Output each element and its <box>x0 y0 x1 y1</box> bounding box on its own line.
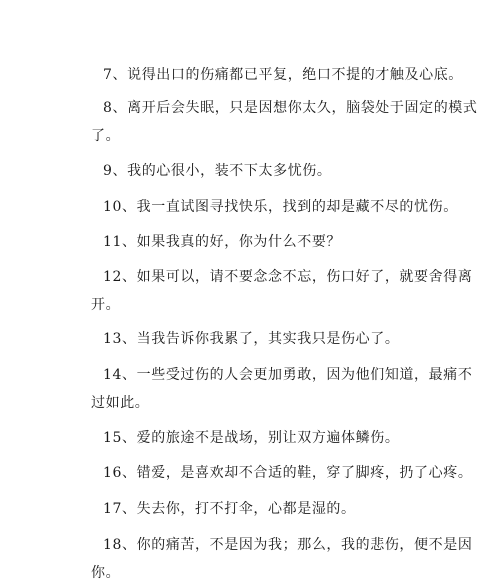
list-item <box>103 64 463 86</box>
list-item-line: 7、说得出口的伤痛都已平复，绝口不提的才触及心底。 <box>103 67 463 83</box>
list-item <box>91 364 473 414</box>
list-item <box>103 160 433 182</box>
list-item-line: 开。 <box>91 297 121 313</box>
list-item-line: 11、如果我真的好，你为什么不要？ <box>103 234 342 250</box>
list-item-line: 16、错爱，是喜欢却不合适的鞋，穿了脚疼，扔了心疼。 <box>103 465 473 481</box>
list-item <box>103 427 433 449</box>
list-item-line: 了。 <box>91 128 121 144</box>
list-item <box>103 328 433 350</box>
list-item-line: 10、我一直试图寻找快乐，找到的却是藏不尽的忧伤。 <box>103 199 458 215</box>
list-item <box>91 534 473 584</box>
list-item-line: 17、失去你，打不打伞，心都是湿的。 <box>103 501 356 517</box>
list-item <box>103 231 433 253</box>
list-item-line: 过如此。 <box>91 395 150 411</box>
list-item-line: 8、离开后会失眠，只是因想你太久，脑袋处于固定的模式 <box>103 100 478 116</box>
list-item <box>91 266 473 316</box>
list-item-line: 15、爱的旅途不是战场，别让双方遍体鳞伤。 <box>103 430 400 446</box>
list-item-line: 18、你的痛苦，不是因为我；那么，我的悲伤，便不是因 <box>103 537 473 553</box>
list-item-line: 你。 <box>91 565 121 581</box>
list-item-line: 9、我的心很小，装不下太多忧伤。 <box>103 163 332 179</box>
list-item <box>103 462 473 484</box>
list-item-line: 14、一些受过伤的人会更加勇敢，因为他们知道，最痛不 <box>103 367 473 383</box>
list-item <box>91 97 478 147</box>
list-item <box>103 196 458 218</box>
list-item-line: 12、如果可以，请不要念念不忘，伤口好了，就要舍得离 <box>103 269 473 285</box>
list-item-line: 13、当我告诉你我累了，其实我只是伤心了。 <box>103 331 400 347</box>
list-item <box>103 498 433 520</box>
